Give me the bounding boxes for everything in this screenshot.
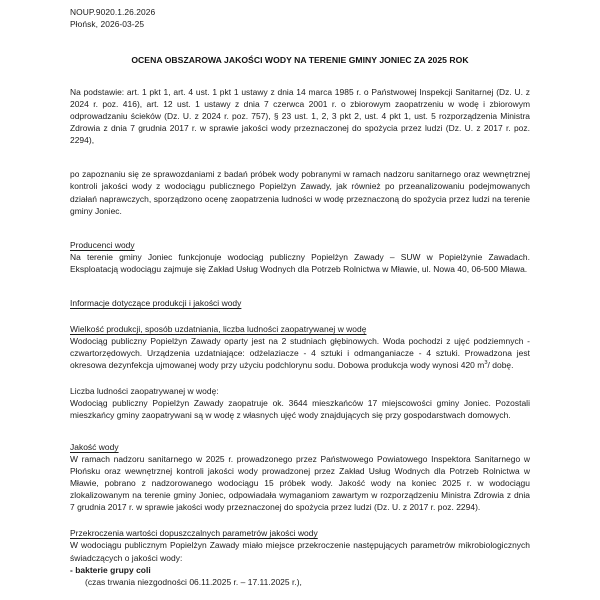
production-text-after-sup: / dobę. [487,359,514,370]
cubic-meter-superscript: 3 [484,360,488,367]
legal-basis-paragraph: Na podstawie: art. 1 pkt 1, art. 4 ust. 1 pkt 1 ustawy z dnia 14 marca 1985 r. o Państwowej Inspekcji Sanitarnej (Dz. U. z 2024 r. poz. 416), art. 12 ust. 1 ustawy z dnia 7 czerwca 2001 r. o zbiorowym zaopatrzeniu w wodę i zbiorowym odprowadzaniu ścieków (Dz. U. z 2024 r. poz. 757), § 23 ust. 1, 2, 3 pkt 2, ust. 4 pkt 1, ust. 5 rozporządzenia Ministra Zdrowia z dnia 7 grudnia 2017 r. w sprawie jakości wody przeznaczonej do spożycia przez ludzi (Dz. U. z 2017 r. poz. 2294), [70,87,530,146]
section-heading-text: Producenci wody [70,239,135,250]
section-heading-text: Przekroczenia wartości dopuszczalnych parametrów jakości wody [70,528,318,539]
section-heading-informacje-produkcja [70,297,530,309]
place-and-date: Płońsk, 2026-03-25 [70,18,145,29]
exceedance-list-item-detail: (czas trwania niezgodności 06.11.2025 r. – 17.11.2025 r.), [85,576,302,587]
section-heading-text: Liczba ludności zaopatrywanej w wodę: [70,385,219,396]
section-body-producenci-wody: Na terenie gminy Joniec funkcjonuje wodociąg publiczny Popielżyn Zawady – SUW w Popielżynie Zawadach. Eksploatacją wodociągu zajmuje się Zakład Usług Wodnych dla Potrzeb Rolnictwa w Mławie, ul. Nowa 40, 06-500 Mława. [70,251,530,274]
section-heading-przekroczenia [70,527,530,539]
section-body-jakosc-wody: W ramach nadzoru sanitarnego w 2025 r. prowadzonego przez Państwowego Powiatowego Inspektora Sanitarnego w Płońsku oraz wewnętrznej kontroli jakości wody prowadzonej przez Zakład Usług Wodnych dla Potrzeb Rolnictwa w Mławie, pobrano z nadzorowanego wodociągu 15 próbek wody. Jakość wody na koniec 2025 r. w wodociągu zlokalizowanym na terenie gminy Joniec, odpowiadała wymaganiom zawartym w rozporządzeniu Ministra Zdrowia z dnia 7 grudnia 2017 r. w sprawie jakości wody przeznaczonej do spożycia przez ludzi (Dz. U. z 2017 r. poz. 2294). [70,454,530,513]
document-header [70,7,530,30]
section-heading-text: Informacje dotyczące produkcji i jakości wody [70,297,242,308]
exceedance-list-item: - bakterie grupy coli [70,564,151,575]
section-heading-jakosc-wody [70,441,530,453]
reference-number: NOUP.9020.1.26.2026 [70,7,156,17]
section-body-przekroczenia: W wodociągu publicznym Popielżyn Zawady miało miejsce przekroczenie następujących parametrów mikrobiologicznych świadczących o jakości wody: [70,540,530,563]
section-heading-producenci-wody [70,239,530,251]
section-heading-liczba-ludnosci [70,385,530,397]
production-text-before-sup: Wodociąg publiczny Popielżyn Zawady oparty jest na 2 studniach głębinowych. Woda pochodzi z ujęć podziemnych - czwartorzędowych. Urządzenia uzdatniające: odżelaziacze - 4 sztuki i odmanganiacze - 4 sztuki. Prowadzona jest okresowa dezynfekcja ujmowanej wody przy użyciu podchlorynu sodu. Dobowa produkcja wody wynosi 420 m [70,335,530,370]
section-heading-wielkosc-produkcji [70,323,530,335]
section-body-wielkosc-produkcji [70,335,530,371]
intro-paragraph: po zapoznaniu się ze sprawozdaniami z badań próbek wody pobranymi w ramach nadzoru sanitarnego oraz wewnętrznej kontroli jakości wody z wodociągu publicznego Popielżyn Zawady, jak również po przeanalizowaniu podejmowanych działań naprawczych, sporządzono ocenę zaopatrzenia ludności w wodę przeznaczoną do spożycia przez ludzi na terenie gminy Joniec. [70,169,530,216]
page-title: OCENA OBSZAROWA JAKOŚCI WODY NA TERENIE GMINY JONIEC ZA 2025 ROK [131,55,469,66]
section-heading-text: Wielkość produkcji, sposób uzdatniania, liczba ludności zaopatrywanej w wodę [70,323,367,334]
section-heading-text: Jakość wody [70,442,119,453]
section-body-liczba-ludnosci: Wodociąg publiczny Popielżyn Zawady zaopatruje ok. 3644 mieszkańców 17 miejscowości gminy Joniec. Pozostali mieszkańcy gminy zaopatrywani są w wodę z własnych ujęć wody znajdujących się przy gospodarstwach domowych. [70,398,530,421]
